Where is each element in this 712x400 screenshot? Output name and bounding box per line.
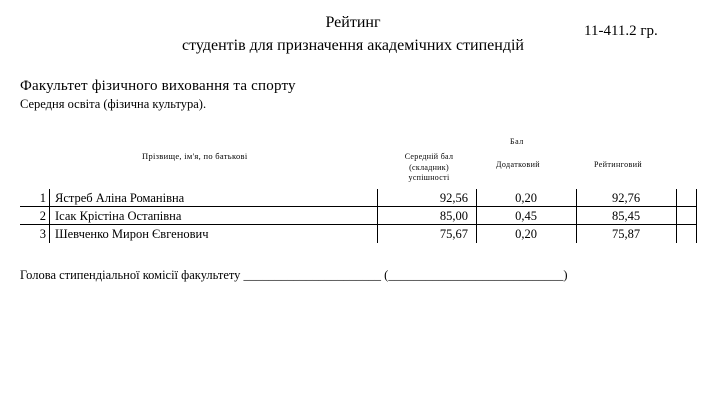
row-number: 2 xyxy=(39,209,46,223)
column-divider xyxy=(49,189,50,207)
rating-table xyxy=(20,189,698,243)
student-name: Ястреб Аліна Романівна xyxy=(55,191,185,205)
header-score-group: Бал xyxy=(510,137,524,146)
student-name: Шевченко Мирон Євгенович xyxy=(55,227,209,241)
column-divider xyxy=(676,189,677,207)
table-row xyxy=(20,225,698,243)
average-score: 85,00 xyxy=(439,209,468,223)
column-divider xyxy=(676,225,677,243)
additional-score: 0,20 xyxy=(515,191,537,205)
additional-score: 0,45 xyxy=(515,209,537,223)
average-score: 75,67 xyxy=(439,227,468,241)
group-number: 11-411.2 гр. xyxy=(584,23,658,39)
table-row xyxy=(20,189,698,207)
commission-chair-signature-line: Голова стипендіальної комісії факультету ______________________ (____________________________) xyxy=(20,268,568,282)
row-number: 1 xyxy=(39,191,46,205)
rating-score: 85,45 xyxy=(611,209,641,223)
student-name: Ісак Крістіна Остапівна xyxy=(55,209,182,223)
row-number: 3 xyxy=(39,227,46,241)
rating-score: 75,87 xyxy=(611,227,641,241)
document-subtitle: студентів для призначення академічних стипендій xyxy=(181,37,524,54)
faculty-name: Факультет фізичного виховання та спорту xyxy=(20,78,296,94)
header-rating-score: Рейтинговий xyxy=(594,160,643,169)
header-additional-score: Додатковий xyxy=(496,160,540,169)
average-score: 92,56 xyxy=(439,191,468,205)
column-divider xyxy=(676,207,677,225)
column-divider xyxy=(696,189,697,207)
document-title: Рейтинг xyxy=(325,14,381,31)
column-divider xyxy=(49,207,50,225)
column-divider xyxy=(696,207,697,225)
rating-score: 92,76 xyxy=(611,191,641,205)
header-average-score: Середній бал (складник) успішності xyxy=(404,152,454,182)
education-program: Середня освіта (фізична культура). xyxy=(20,97,207,111)
additional-score: 0,20 xyxy=(515,227,537,241)
header-full-name: Прізвище, ім'я, по батькові xyxy=(142,151,248,161)
table-row xyxy=(20,207,698,225)
column-divider xyxy=(49,225,50,243)
column-divider xyxy=(696,225,697,243)
